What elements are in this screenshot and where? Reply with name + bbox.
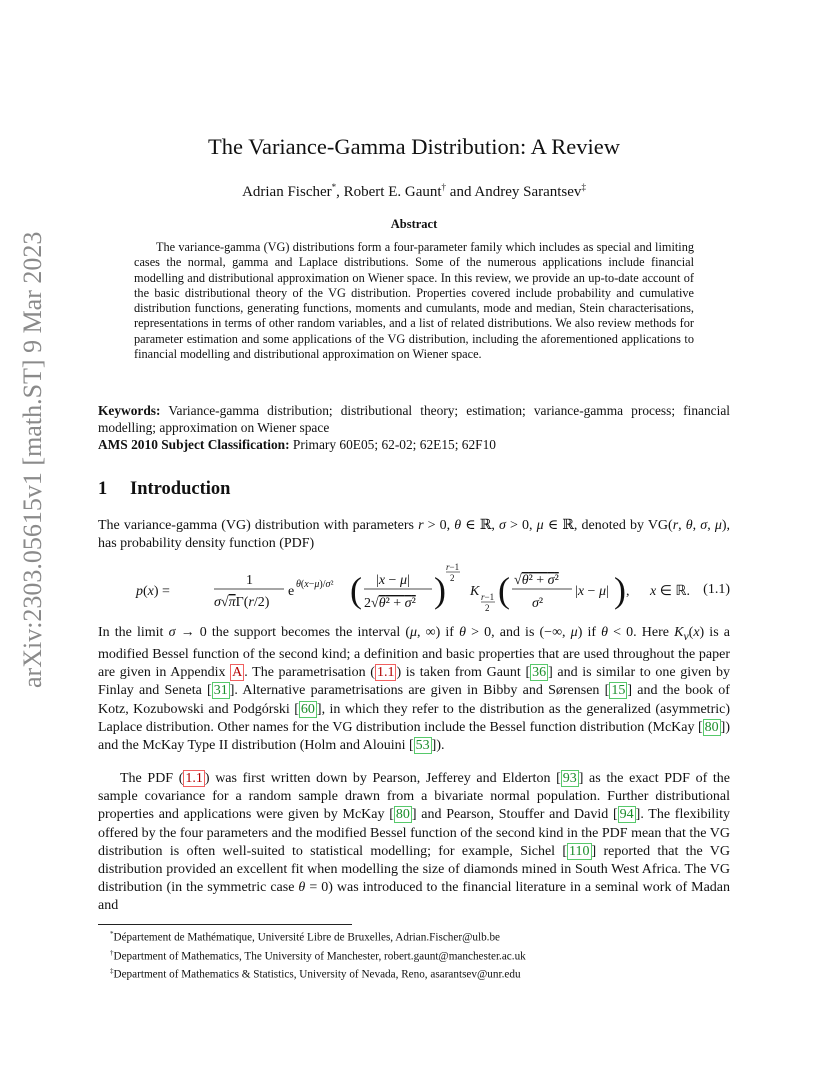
equation-number: (1.1) xyxy=(703,582,730,597)
footnote-item xyxy=(98,927,730,946)
svg-text:): ) xyxy=(614,570,626,610)
svg-text:σ²: σ² xyxy=(532,596,544,611)
author-separator: , xyxy=(336,184,344,200)
svg-text:K: K xyxy=(470,584,480,599)
svg-text:|x − μ|: |x − μ| xyxy=(575,584,609,599)
citation-link[interactable]: 94 xyxy=(619,807,634,823)
svg-text:r−1: r−1 xyxy=(481,592,495,602)
svg-text:e: e xyxy=(288,584,295,599)
footnote-text: Département de Mathématique, Université Libre de Bruxelles, Adrian.Fischer@ulb.be xyxy=(113,931,501,944)
section-heading xyxy=(98,479,230,500)
footnote-mark: * xyxy=(110,930,114,938)
svg-text:(: ( xyxy=(498,570,510,610)
svg-text:2√θ² + σ²: 2√θ² + σ² xyxy=(364,596,416,611)
citation-link[interactable]: 80 xyxy=(395,807,410,823)
equation-pdf xyxy=(98,560,730,616)
ams-text: Primary 60E05; 62-02; 62E15; 62F10 xyxy=(292,437,497,452)
author-name: Robert E. Gaunt xyxy=(343,184,442,200)
citation-link[interactable]: 31 xyxy=(213,683,228,699)
svg-text:|x − μ|: |x − μ| xyxy=(376,573,410,588)
svg-text:p(x) =: p(x) = xyxy=(136,584,170,599)
svg-text:): ) xyxy=(434,570,446,610)
citation-link[interactable]: 15 xyxy=(611,683,626,699)
ams-line xyxy=(98,436,730,453)
keywords-line xyxy=(98,402,730,436)
paper-title: The Variance-Gamma Distribution: A Review xyxy=(208,134,620,159)
svg-text:θ(x−μ)/σ²: θ(x−μ)/σ² xyxy=(296,579,334,590)
body-paragraph: The variance-gamma (VG) distribution with parameters r > 0, θ ∈ ℝ, σ > 0, μ ∈ ℝ, denoted by VG(r, θ, σ, μ), has probability density function (PDF) xyxy=(98,518,731,552)
abstract-text: The variance-gamma (VG) distributions form a four-parameter family which includes as special and limiting cases the normal, gamma and Laplace distributions. Some of the numerous applications include financial modelling and distributional approximation on Wiener space. In this review, we provide an up-to-date account of the basic distributional theory of the VG distribution. Properties covered include probability and cumulative distribution functions, generating functions, moments and cumulants, mode and median, Stein characterisations, representations in terms of other random variables, and a list of related distributions. We also review methods for parameter estimation and some applications of the VG distribution, including the aforementioned applications to financial modelling and distributional approximation on Wiener space. xyxy=(134,240,694,362)
footnote-item xyxy=(98,946,730,965)
footnote-item xyxy=(98,964,730,983)
section-number: 1 xyxy=(98,479,108,499)
svg-text:,: , xyxy=(626,584,630,599)
citation-link[interactable]: 93 xyxy=(562,771,577,786)
arxiv-identifier-stamp xyxy=(10,231,50,690)
author-name: Adrian Fischer xyxy=(242,184,332,200)
keywords-label: Keywords: xyxy=(98,403,161,418)
footnote-text: Department of Mathematics, The University of Manchester, robert.gaunt@manchester.ac.uk xyxy=(113,950,526,963)
author-separator: and xyxy=(446,184,475,200)
citation-link[interactable]: 36 xyxy=(532,665,547,681)
svg-text:2: 2 xyxy=(485,603,490,613)
svg-text:x ∈ ℝ.: x ∈ ℝ. xyxy=(650,584,691,599)
footnote-divider xyxy=(98,924,352,925)
svg-text:√θ² + σ²: √θ² + σ² xyxy=(514,573,559,588)
ams-label: AMS 2010 Subject Classification: xyxy=(98,437,290,452)
citation-link[interactable]: 110 xyxy=(569,843,590,859)
citation-link[interactable]: 60 xyxy=(300,701,315,717)
author-list xyxy=(0,182,828,201)
footnotes xyxy=(98,927,730,983)
svg-text:1: 1 xyxy=(246,573,253,588)
footnote-text: Department of Mathematics & Statistics, University of Nevada, Reno, asarantsev@unr.edu xyxy=(113,969,521,982)
abstract-heading: Abstract xyxy=(390,217,438,231)
author-name: Andrey Sarantsev xyxy=(474,184,582,200)
svg-text:r−1: r−1 xyxy=(446,562,460,572)
pdf-formula xyxy=(128,560,691,616)
equation-link[interactable]: 1.1 xyxy=(376,665,395,681)
svg-text:(: ( xyxy=(350,570,362,610)
body-paragraph: The PDF ( 1.1 ) was first written down by Pearson, Jefferey and Elderton [ 93 ] as the exact PDF of the sample covariance for a random sample drawn from a bivariate normal population. Further distributional properties and applications were given by McKay [ 80 ] and Pearson, Stouffer and David [ 94 ]. The flexibility offered by the four parameters and the modified Bessel function of the second kind in the PDF mean that the VG distribution is often well-suited to statistical modelling; for example, Sichel [ 110 ] reported that the VG distribution provided an excellent fit when modelling the size of diamonds mined in South West Africa. The VG distribution (in the symmetric case θ = 0) was introduced to the financial literature in a seminal work of Madan and xyxy=(98,771,731,914)
author-footnote-mark[interactable]: † xyxy=(441,182,447,192)
footnote-mark: ‡ xyxy=(110,967,114,976)
author-footnote-mark[interactable]: ‡ xyxy=(581,182,586,192)
section-title: Introduction xyxy=(130,479,231,499)
citation-link[interactable]: 80 xyxy=(704,719,719,735)
footnote-mark: † xyxy=(110,948,114,957)
arxiv-id-text: arXiv:2303.05615v1 [math.ST] 9 Mar 2023 xyxy=(18,231,47,688)
author-footnote-mark[interactable]: * xyxy=(331,182,337,192)
body-paragraph: In the limit σ → 0 the support becomes the interval (μ, ∞) if θ > 0, and is (−∞, μ) if θ < 0. Here $K_\nu(x)$ is a modified Bessel function of the second kind; a definition and basic properties that are used throughout the paper are given in Appendix A . The parametrisation ( 1.1 ) is taken from Gaunt [ 36 ] and is similar to one given by Finlay and Seneta [ 31 ]. Alternative parametrisations are given in Bibby and Sørensen [ 15 ] and the book of Kotz, Kozubowski and Podgórski [ 60 ], in which they refer to the distribution as the generalized (asymmetric) Laplace distribution. Other names for the VG distribution include the Bessel function distribution (McKay [ 80 ]) and the McKay Type II distribution (Holm and Alouini [ 53 ]). xyxy=(98,625,731,754)
svg-text:σ√πΓ(r/2): σ√πΓ(r/2) xyxy=(214,595,270,610)
keywords-text: Variance-gamma distribution; distributional theory; estimation; variance-gamma process; financial modelling; approximation on Wiener space xyxy=(98,403,730,435)
keywords-block xyxy=(98,402,730,453)
svg-text:2: 2 xyxy=(450,573,455,583)
appendix-link[interactable]: A xyxy=(232,665,243,681)
citation-link[interactable]: 53 xyxy=(415,738,430,754)
equation-link[interactable]: 1.1 xyxy=(185,771,203,786)
